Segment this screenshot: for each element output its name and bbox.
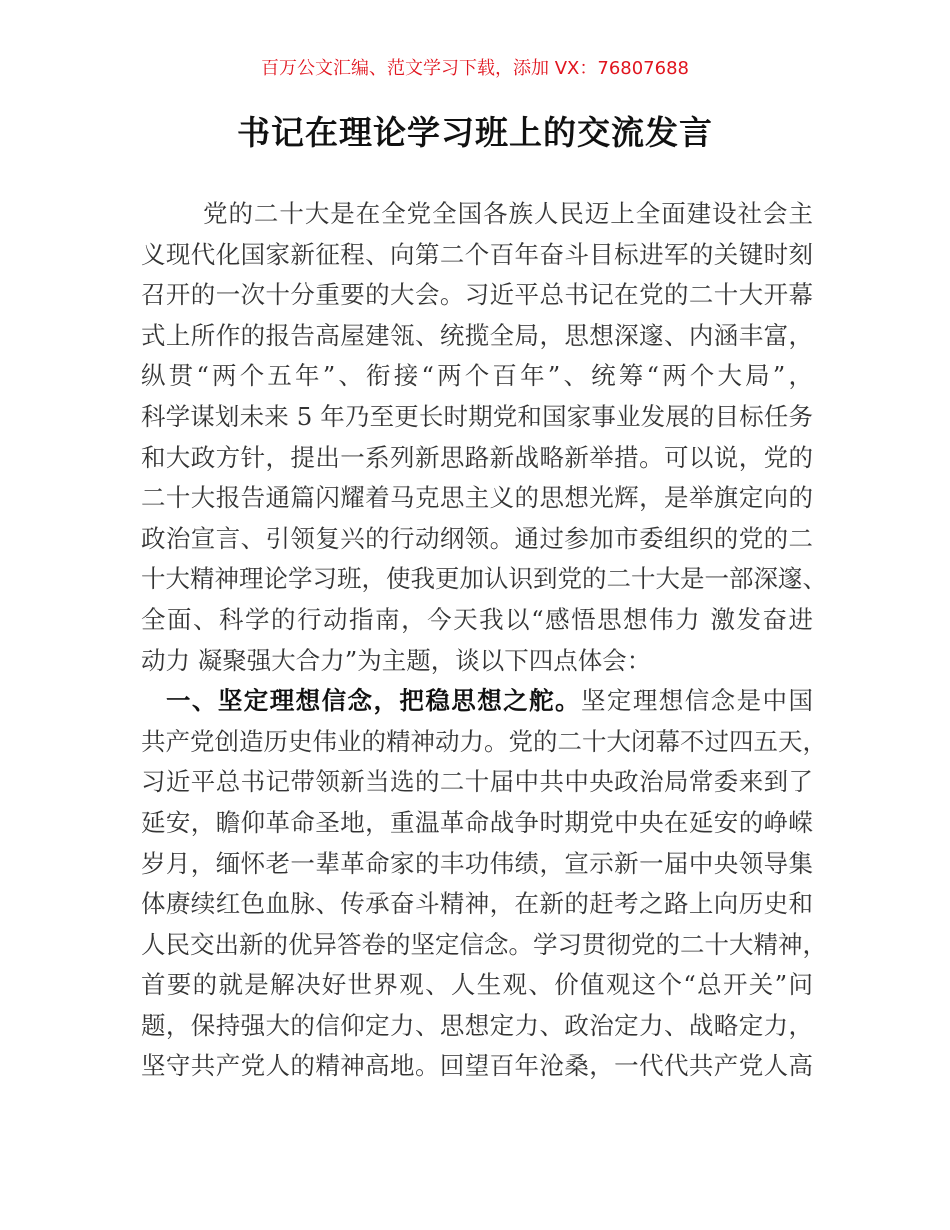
paragraph-1-line-10: 十大精神理论学习班，使我更加认识到党的二十大是一部深邃、 — [141, 564, 827, 594]
paragraph-1-line-5: 纵贯“两个五年”、衔接“两个百年”、统筹“两个大局”， — [141, 361, 813, 391]
paragraph-2-line-1 — [141, 681, 813, 722]
paragraph-1-line-11: 全面、科学的行动指南，今天我以“感悟思想伟力 激发奋进 — [141, 604, 813, 634]
paragraph-1-line-3: 召开的一次十分重要的大会。习近平总书记在党的二十大开幕 — [141, 280, 813, 310]
paragraph-1-line-6: 科学谋划未来 5 年乃至更长时期党和国家事业发展的目标任务 — [141, 401, 813, 431]
paragraph-1-line-12: 动力 凝聚强大合力”为主题，谈以下四点体会： — [141, 645, 652, 675]
paragraph-1-line-8: 二十大报告通篇闪耀着马克思主义的思想光辉，是举旗定向的 — [141, 483, 813, 513]
paragraph-2-line-10: 坚守共产党人的精神高地。回望百年沧桑，一代代共产党人高 — [141, 1051, 813, 1081]
paragraph-2-line-7: 人民交出新的优异答卷的坚定信念。学习贯彻党的二十大精神， — [141, 929, 827, 959]
paragraph-2-line-2: 共产党创造历史伟业的精神动力。党的二十大闭幕不过四五天， — [141, 726, 827, 756]
paragraph-2-line-4: 延安，瞻仰革命圣地，重温革命战争时期党中央在延安的峥嵘 — [141, 807, 813, 837]
section-1-lead-text: 坚定理想信念是中国 — [581, 686, 813, 716]
paragraph-1-line-2: 义现代化国家新征程、向第二个百年奋斗目标进军的关键时刻 — [141, 239, 813, 269]
paragraph-2-line-3: 习近平总书记带领新当选的二十届中共中央政治局常委来到了 — [141, 767, 813, 797]
section-heading-1: 一、坚定理想信念，把稳思想之舵。 — [166, 686, 581, 716]
paragraph-2-line-6: 体赓续红色血脉、传承奋斗精神，在新的赶考之路上向历史和 — [141, 889, 813, 919]
paragraph-2-line-8: 首要的就是解决好世界观、人生观、价值观这个“总开关”问 — [141, 970, 813, 1000]
document-title: 书记在理论学习班上的交流发言 — [237, 113, 713, 152]
document-body — [141, 194, 827, 1087]
paragraph-1-line-4: 式上所作的报告高屋建瓴、统揽全局，思想深邃、内涵丰富， — [141, 320, 813, 350]
paragraph-2-line-5: 岁月，缅怀老一辈革命家的丰功伟绩，宣示新一届中央领导集 — [141, 848, 813, 878]
paragraph-1-line-1: 党的二十大是在全党全国各族人民迈上全面建设社会主 — [203, 199, 813, 228]
promo-banner: 百万公文汇编、范文学习下载，添加 VX：76807688 — [261, 58, 689, 79]
paragraph-1-line-7: 和大政方针，提出一系列新思路新战略新举措。可以说，党的 — [141, 442, 813, 472]
paragraph-2-line-9: 题，保持强大的信仰定力、思想定力、政治定力、战略定力， — [141, 1010, 813, 1040]
paragraph-1-line-9: 政治宣言、引领复兴的行动纲领。通过参加市委组织的党的二 — [141, 523, 813, 553]
